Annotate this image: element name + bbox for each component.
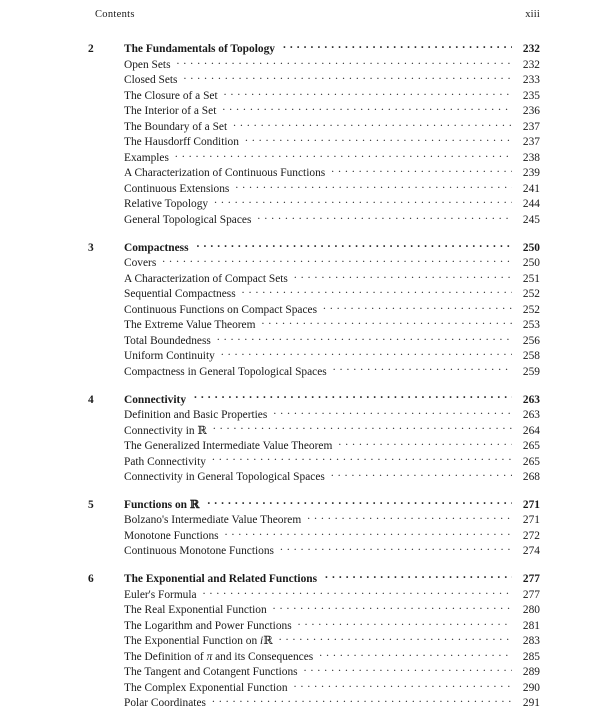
toc-chapter-block xyxy=(88,41,540,227)
toc-section-entry[interactable] xyxy=(88,363,540,378)
entry-page-number: 265 xyxy=(522,455,540,468)
toc-section-entry[interactable] xyxy=(88,469,540,484)
chapter-title: The Exponential and Related Functions xyxy=(124,573,318,586)
toc-chapter-block xyxy=(88,571,540,710)
entry-page-number: 283 xyxy=(522,635,540,648)
chapter-title: Compactness xyxy=(124,241,189,254)
chapter-title: The Fundamentals of Topology xyxy=(124,43,275,56)
entry-page-number: 277 xyxy=(522,588,540,601)
entry-page-number: 241 xyxy=(522,182,540,195)
section-title: Total Boundedness xyxy=(124,334,211,347)
entry-page-number: 252 xyxy=(522,288,540,301)
toc-section-entry[interactable] xyxy=(88,270,540,285)
section-title: Euler's Formula xyxy=(124,588,197,601)
entry-page-number: 235 xyxy=(522,89,540,102)
dot-leader xyxy=(294,270,512,281)
dot-leader xyxy=(338,438,512,449)
toc-chapter-block xyxy=(88,391,540,484)
entry-page-number: 263 xyxy=(522,393,540,406)
entry-page-number: 253 xyxy=(522,319,540,332)
section-title: The Generalized Intermediate Value Theorem xyxy=(124,440,333,453)
section-title: The Exponential Function on iℝ xyxy=(124,633,273,648)
section-title: Monotone Functions xyxy=(124,529,219,542)
chapter-number: 6 xyxy=(88,573,94,586)
dot-leader xyxy=(212,695,512,706)
entry-page-number: 272 xyxy=(522,529,540,542)
chapter-title: Functions on ℝ xyxy=(124,496,200,511)
dot-leader xyxy=(213,422,512,433)
toc-chapter-entry[interactable] xyxy=(88,41,540,56)
section-title: Connectivity in ℝ xyxy=(124,422,207,437)
entry-page-number: 245 xyxy=(522,213,540,226)
toc-section-entry[interactable] xyxy=(88,118,540,133)
toc-section-entry[interactable] xyxy=(88,453,540,468)
entry-page-number: 263 xyxy=(522,409,540,422)
dot-leader xyxy=(217,332,512,343)
toc-section-entry[interactable] xyxy=(88,180,540,195)
entry-page-number: 271 xyxy=(522,498,540,511)
toc-section-entry[interactable] xyxy=(88,695,540,710)
section-title: Compactness in General Topological Spaces xyxy=(124,365,327,378)
dot-leader xyxy=(298,617,512,628)
entry-page-number: 237 xyxy=(522,120,540,133)
dot-leader xyxy=(224,87,512,98)
section-title: Definition and Basic Properties xyxy=(124,409,268,422)
table-of-contents xyxy=(88,41,540,710)
section-title: Covers xyxy=(124,257,157,270)
entry-page-number: 244 xyxy=(522,198,540,211)
dot-leader xyxy=(233,118,512,129)
dot-leader xyxy=(221,348,512,359)
toc-section-entry[interactable] xyxy=(88,438,540,453)
dot-leader xyxy=(257,211,512,222)
toc-section-entry[interactable] xyxy=(88,543,540,558)
toc-section-entry[interactable] xyxy=(88,149,540,164)
section-title: Relative Topology xyxy=(124,198,209,211)
toc-section-entry[interactable] xyxy=(88,103,540,118)
entry-page-number: 233 xyxy=(522,74,540,87)
toc-section-entry[interactable] xyxy=(88,72,540,87)
dot-leader xyxy=(203,587,512,598)
section-title: Closed Sets xyxy=(124,74,178,87)
dot-leader xyxy=(194,391,512,402)
chapter-number: 5 xyxy=(88,498,94,511)
toc-chapter-block xyxy=(88,497,540,559)
chapter-title: Connectivity xyxy=(124,393,187,406)
toc-section-entry[interactable] xyxy=(88,301,540,316)
section-title: The Hausdorff Condition xyxy=(124,136,239,149)
entry-page-number: 232 xyxy=(522,58,540,71)
section-title: Connectivity in General Topological Spaces xyxy=(124,470,325,483)
entry-page-number: 239 xyxy=(522,167,540,180)
dot-leader xyxy=(162,255,512,266)
dot-leader xyxy=(294,679,512,690)
dot-leader xyxy=(225,528,512,539)
entry-page-number: 258 xyxy=(522,350,540,363)
running-title: Contents xyxy=(95,9,135,20)
entry-page-number: 251 xyxy=(522,272,540,285)
toc-section-entry[interactable] xyxy=(88,602,540,617)
toc-section-entry[interactable] xyxy=(88,679,540,694)
entry-page-number: 291 xyxy=(522,697,540,710)
entry-page-number: 271 xyxy=(522,514,540,527)
entry-page-number: 280 xyxy=(522,604,540,617)
section-title: Bolzano's Intermediate Value Theorem xyxy=(124,514,302,527)
toc-section-entry[interactable] xyxy=(88,56,540,71)
toc-section-entry[interactable] xyxy=(88,165,540,180)
dot-leader xyxy=(273,407,512,418)
chapter-number: 3 xyxy=(88,241,94,254)
section-title: General Topological Spaces xyxy=(124,213,252,226)
entry-page-number: 264 xyxy=(522,424,540,437)
chapter-number: 2 xyxy=(88,43,94,56)
page-folio: xiii xyxy=(525,9,540,20)
entry-page-number: 265 xyxy=(522,440,540,453)
toc-chapter-entry[interactable] xyxy=(88,497,540,512)
section-title: The Logarithm and Power Functions xyxy=(124,619,292,632)
section-title: The Closure of a Set xyxy=(124,89,218,102)
dot-leader xyxy=(331,469,512,480)
section-title: Sequential Compactness xyxy=(124,288,236,301)
dot-leader xyxy=(323,301,512,312)
entry-page-number: 238 xyxy=(522,151,540,164)
section-title: The Real Exponential Function xyxy=(124,604,267,617)
entry-page-number: 250 xyxy=(522,241,540,254)
entry-page-number: 285 xyxy=(522,650,540,663)
toc-section-entry[interactable] xyxy=(88,255,540,270)
toc-chapter-block xyxy=(88,239,540,378)
dot-leader xyxy=(235,180,512,191)
toc-section-entry[interactable] xyxy=(88,332,540,347)
entry-page-number: 259 xyxy=(522,365,540,378)
dot-leader xyxy=(319,648,512,659)
toc-section-entry[interactable] xyxy=(88,211,540,226)
section-title: Uniform Continuity xyxy=(124,350,215,363)
toc-section-entry[interactable] xyxy=(88,512,540,527)
toc-chapter-entry[interactable] xyxy=(88,571,540,586)
section-title: Path Connectivity xyxy=(124,455,206,468)
section-title: Continuous Monotone Functions xyxy=(124,545,274,558)
dot-leader xyxy=(331,165,512,176)
dot-leader xyxy=(214,196,512,207)
section-title: A Characterization of Compact Sets xyxy=(124,272,288,285)
dot-leader xyxy=(333,363,512,374)
entry-page-number: 274 xyxy=(522,545,540,558)
entry-page-number: 256 xyxy=(522,334,540,347)
dot-leader xyxy=(197,239,512,250)
section-title: The Tangent and Cotangent Functions xyxy=(124,666,298,679)
entry-page-number: 268 xyxy=(522,470,540,483)
entry-page-number: 290 xyxy=(522,681,540,694)
section-title: The Interior of a Set xyxy=(124,105,217,118)
toc-section-entry[interactable] xyxy=(88,617,540,632)
section-title: The Definition of π and its Consequences xyxy=(124,650,314,663)
toc-section-entry[interactable] xyxy=(88,422,540,437)
section-title: A Characterization of Continuous Functions xyxy=(124,167,326,180)
toc-section-entry[interactable] xyxy=(88,587,540,602)
dot-leader xyxy=(222,103,512,114)
section-title: The Extreme Value Theorem xyxy=(124,319,256,332)
toc-section-entry[interactable] xyxy=(88,648,540,663)
section-title: Open Sets xyxy=(124,58,171,71)
toc-section-entry[interactable] xyxy=(88,196,540,211)
section-title: Polar Coordinates xyxy=(124,697,206,710)
section-title: The Complex Exponential Function xyxy=(124,681,288,694)
toc-section-entry[interactable] xyxy=(88,528,540,543)
chapter-number: 4 xyxy=(88,393,94,406)
running-head xyxy=(95,9,540,20)
section-title: Continuous Extensions xyxy=(124,182,230,195)
dot-leader xyxy=(245,134,512,145)
dot-leader xyxy=(175,149,512,160)
toc-section-entry[interactable] xyxy=(88,286,540,301)
entry-page-number: 281 xyxy=(522,619,540,632)
toc-section-entry[interactable] xyxy=(88,633,540,648)
entry-page-number: 236 xyxy=(522,105,540,118)
dot-leader xyxy=(242,286,512,297)
toc-chapter-entry[interactable] xyxy=(88,239,540,254)
entry-page-number: 237 xyxy=(522,136,540,149)
toc-chapter-entry[interactable] xyxy=(88,391,540,406)
dot-leader xyxy=(279,633,512,644)
dot-leader xyxy=(177,56,512,67)
toc-section-entry[interactable] xyxy=(88,317,540,332)
dot-leader xyxy=(280,543,512,554)
section-title: Continuous Functions on Compact Spaces xyxy=(124,303,318,316)
dot-leader xyxy=(307,512,512,523)
section-title: The Boundary of a Set xyxy=(124,120,228,133)
entry-page-number: 277 xyxy=(522,573,540,586)
toc-section-entry[interactable] xyxy=(88,348,540,363)
dot-leader xyxy=(273,602,512,613)
dot-leader xyxy=(325,571,512,582)
entry-page-number: 250 xyxy=(522,257,540,270)
entry-page-number: 252 xyxy=(522,303,540,316)
dot-leader xyxy=(283,41,512,52)
section-title: Examples xyxy=(124,151,169,164)
entry-page-number: 289 xyxy=(522,666,540,679)
toc-section-entry[interactable] xyxy=(88,134,540,149)
entry-page-number: 232 xyxy=(522,43,540,56)
dot-leader xyxy=(304,664,512,675)
dot-leader xyxy=(207,497,512,508)
toc-section-entry[interactable] xyxy=(88,407,540,422)
dot-leader xyxy=(212,453,512,464)
dot-leader xyxy=(261,317,512,328)
toc-section-entry[interactable] xyxy=(88,664,540,679)
dot-leader xyxy=(183,72,512,83)
toc-section-entry[interactable] xyxy=(88,87,540,102)
